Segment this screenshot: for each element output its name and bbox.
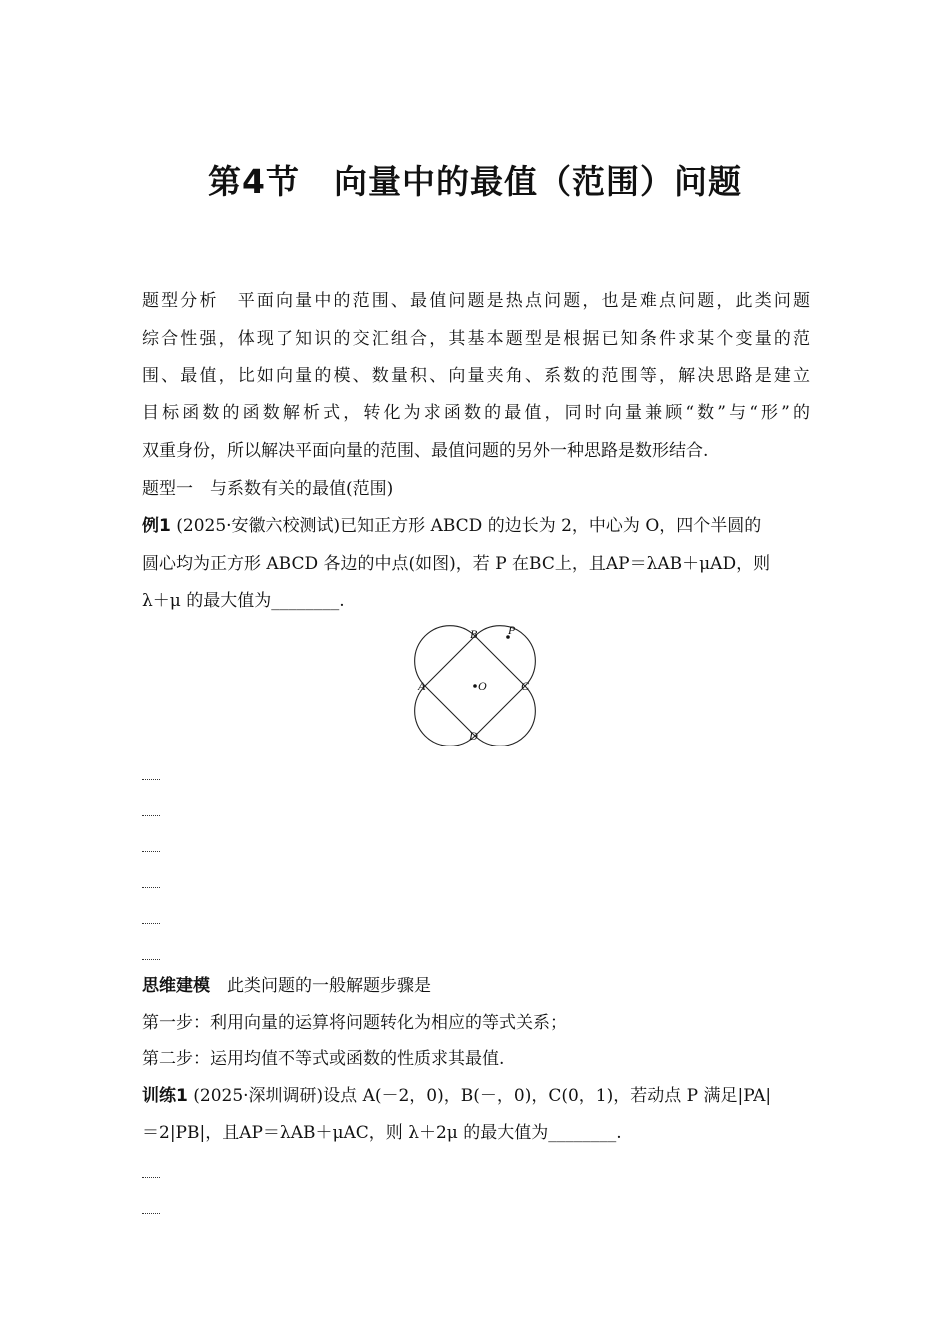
training-1-line: ＝2|PB|，且AP＝λAB＋μAC，则 λ＋2μ 的最大值为________. <box>142 1123 622 1143</box>
answer-dotted-line <box>142 887 160 888</box>
answer-dotted-line <box>142 923 160 924</box>
label-d: D <box>469 729 478 743</box>
label-a: A <box>418 679 426 693</box>
answer-dotted-line <box>142 959 160 960</box>
example-1-line <box>142 515 761 537</box>
model-text: 此类问题的一般解题步骤是 <box>210 976 431 996</box>
answer-dotted-line <box>142 815 160 816</box>
intro-line: 目标函数的函数解析式，转化为求函数的最值，同时向量兼顾“数”与“形”的 <box>142 403 810 423</box>
example-1-text: (2025·安徽六校测试)已知正方形 ABCD 的边长为 2，中心为 O，四个半圆的 <box>170 516 762 536</box>
page-title: 第4节 向量中的最值（范围）问题 <box>208 162 742 201</box>
label-b: B <box>470 627 478 641</box>
intro-line: 双重身份，所以解决平面向量的范围、最值问题的另外一种思路是数形结合. <box>142 441 709 461</box>
example-1-line: 圆心均为正方形 ABCD 各边的中点(如图)，若 P 在BC上，且AP＝λAB＋μAD，则 <box>142 554 771 574</box>
section-heading-text: 题型一 与系数有关的最值(范围) <box>142 479 394 499</box>
training-1-label: 训练1 <box>142 1086 188 1106</box>
semicircle-cd <box>475 686 535 746</box>
center-point-o <box>473 684 477 688</box>
label-p: P <box>508 623 516 637</box>
training-1-text: (2025·深圳调研)设点 A(－2，0)，B(－，0)，C(0，1)，若动点 P 满足|PA| <box>187 1086 772 1106</box>
semicircle-da <box>415 686 475 746</box>
model-step-1: 第一步：利用向量的运算将问题转化为相应的等式关系； <box>142 1013 567 1033</box>
intro-line: 综合性强，体现了知识的交汇组合，其基本题型是根据已知条件求某个变量的范 <box>142 329 810 349</box>
example-1-line: λ＋μ 的最大值为________. <box>142 591 345 611</box>
intro-line: 围、最值，比如向量的模、数量积、向量夹角、系数的范围等，解决思路是建立 <box>142 366 810 386</box>
model-step-2: 第二步：运用均值不等式或函数的性质求其最值. <box>142 1049 505 1069</box>
training-1-line <box>142 1085 771 1107</box>
square-semicircles-figure <box>412 622 538 746</box>
label-o: O <box>478 679 487 693</box>
example-1-label: 例1 <box>142 516 171 536</box>
answer-dotted-line <box>142 851 160 852</box>
answer-dotted-line <box>142 1177 160 1178</box>
semicircle-bc <box>475 626 535 686</box>
label-c: C <box>521 679 530 693</box>
model-label: 思维建模 <box>142 976 210 996</box>
semicircle-ab <box>415 626 475 686</box>
answer-dotted-line <box>142 1213 160 1214</box>
answer-dotted-line <box>142 779 160 780</box>
model-line <box>142 975 431 997</box>
intro-line: 题型分析 平面向量中的范围、最值问题是热点问题，也是难点问题，此类问题 <box>142 291 810 311</box>
